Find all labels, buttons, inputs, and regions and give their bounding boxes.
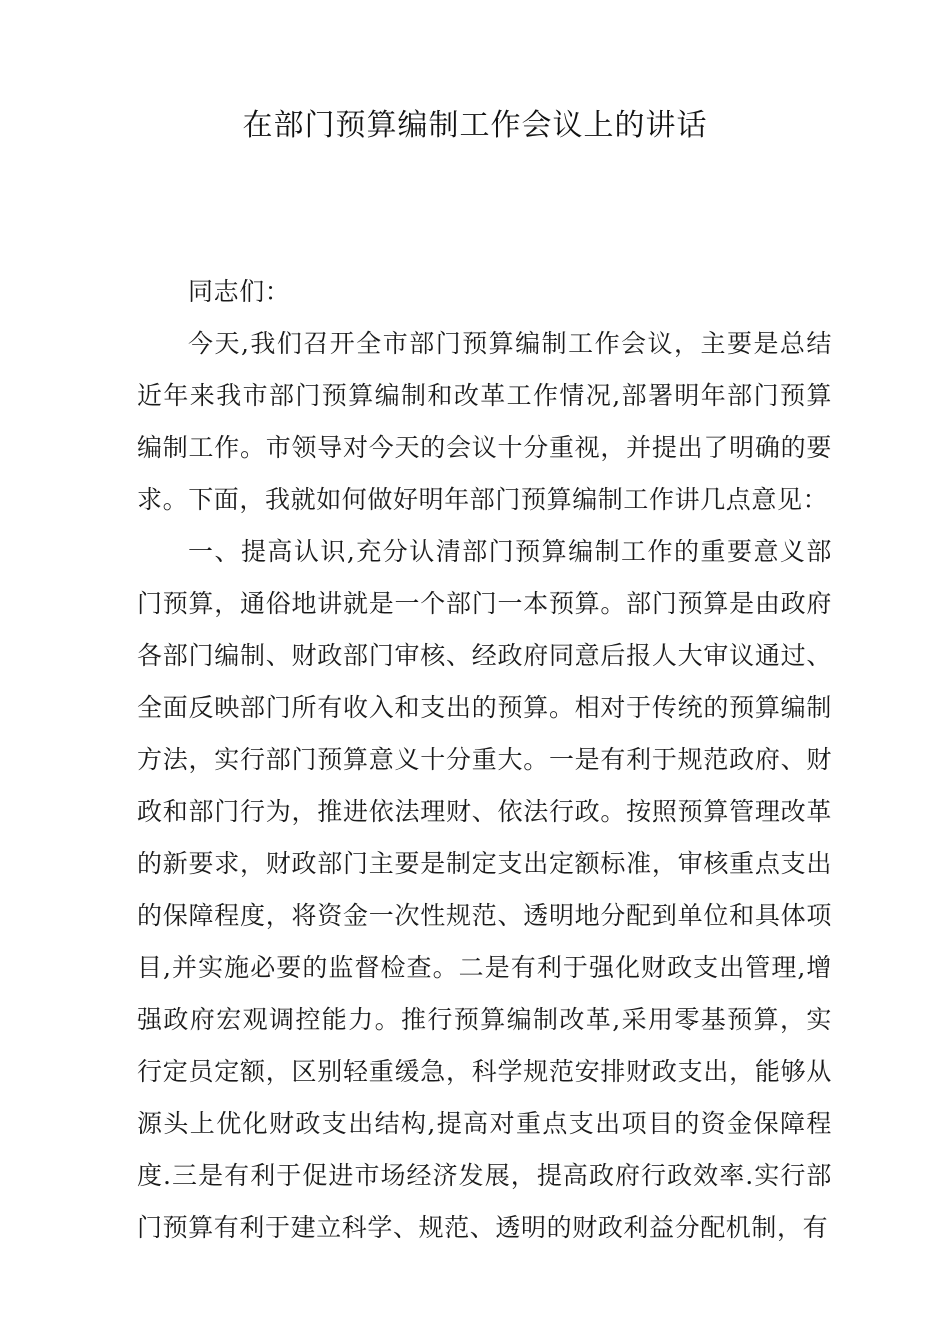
paragraph-section-one: 一、提高认识,充分认清部门预算编制工作的重要意义部门预算，通俗地讲就是一个部门一本预算。部门预算是由政府各部门编制、财政部门审核、经政府同意后报人大审议通过、全面反映部门所有收入和支出的预算。相对于传统的预算编制方法，实行部门预算意义十分重大。一是有利于规范政府、财政和部门行为，推进依法理财、依法行政。按照预算管理改革的新要求，财政部门主要是制定支出定额标准，审核重点支出的保障程度，将资金一次性规范、透明地分配到单位和具体项目,并实施必要的监督检查。二是有利于强化财政支出管理,增强政府宏观调控能力。推行预算编制改革,采用零基预算，实行定员定额，区别轻重缓急，科学规范安排财政支出，能够从源头上优化财政支出结构,提高对重点支出项目的资金保障程度.三是有利于促进市场经济发展，提高政府行政效率.实行部门预算有利于建立科学、规范、透明的财政利益分配机制，有 bbox=[137, 537, 832, 1242]
speech-body bbox=[137, 266, 832, 1254]
paragraph-intro: 今天,我们召开全市部门预算编制工作会议，主要是总结近年来我市部门预算编制和改革工作情况,部署明年部门预算编制工作。市领导对今天的会议十分重视，并提出了明确的要求。下面，我就如何做好明年部门预算编制工作讲几点意见： bbox=[137, 329, 832, 514]
salutation: 同志们： bbox=[188, 277, 291, 306]
page-title: 在部门预算编制工作会议上的讲话 bbox=[242, 108, 708, 143]
